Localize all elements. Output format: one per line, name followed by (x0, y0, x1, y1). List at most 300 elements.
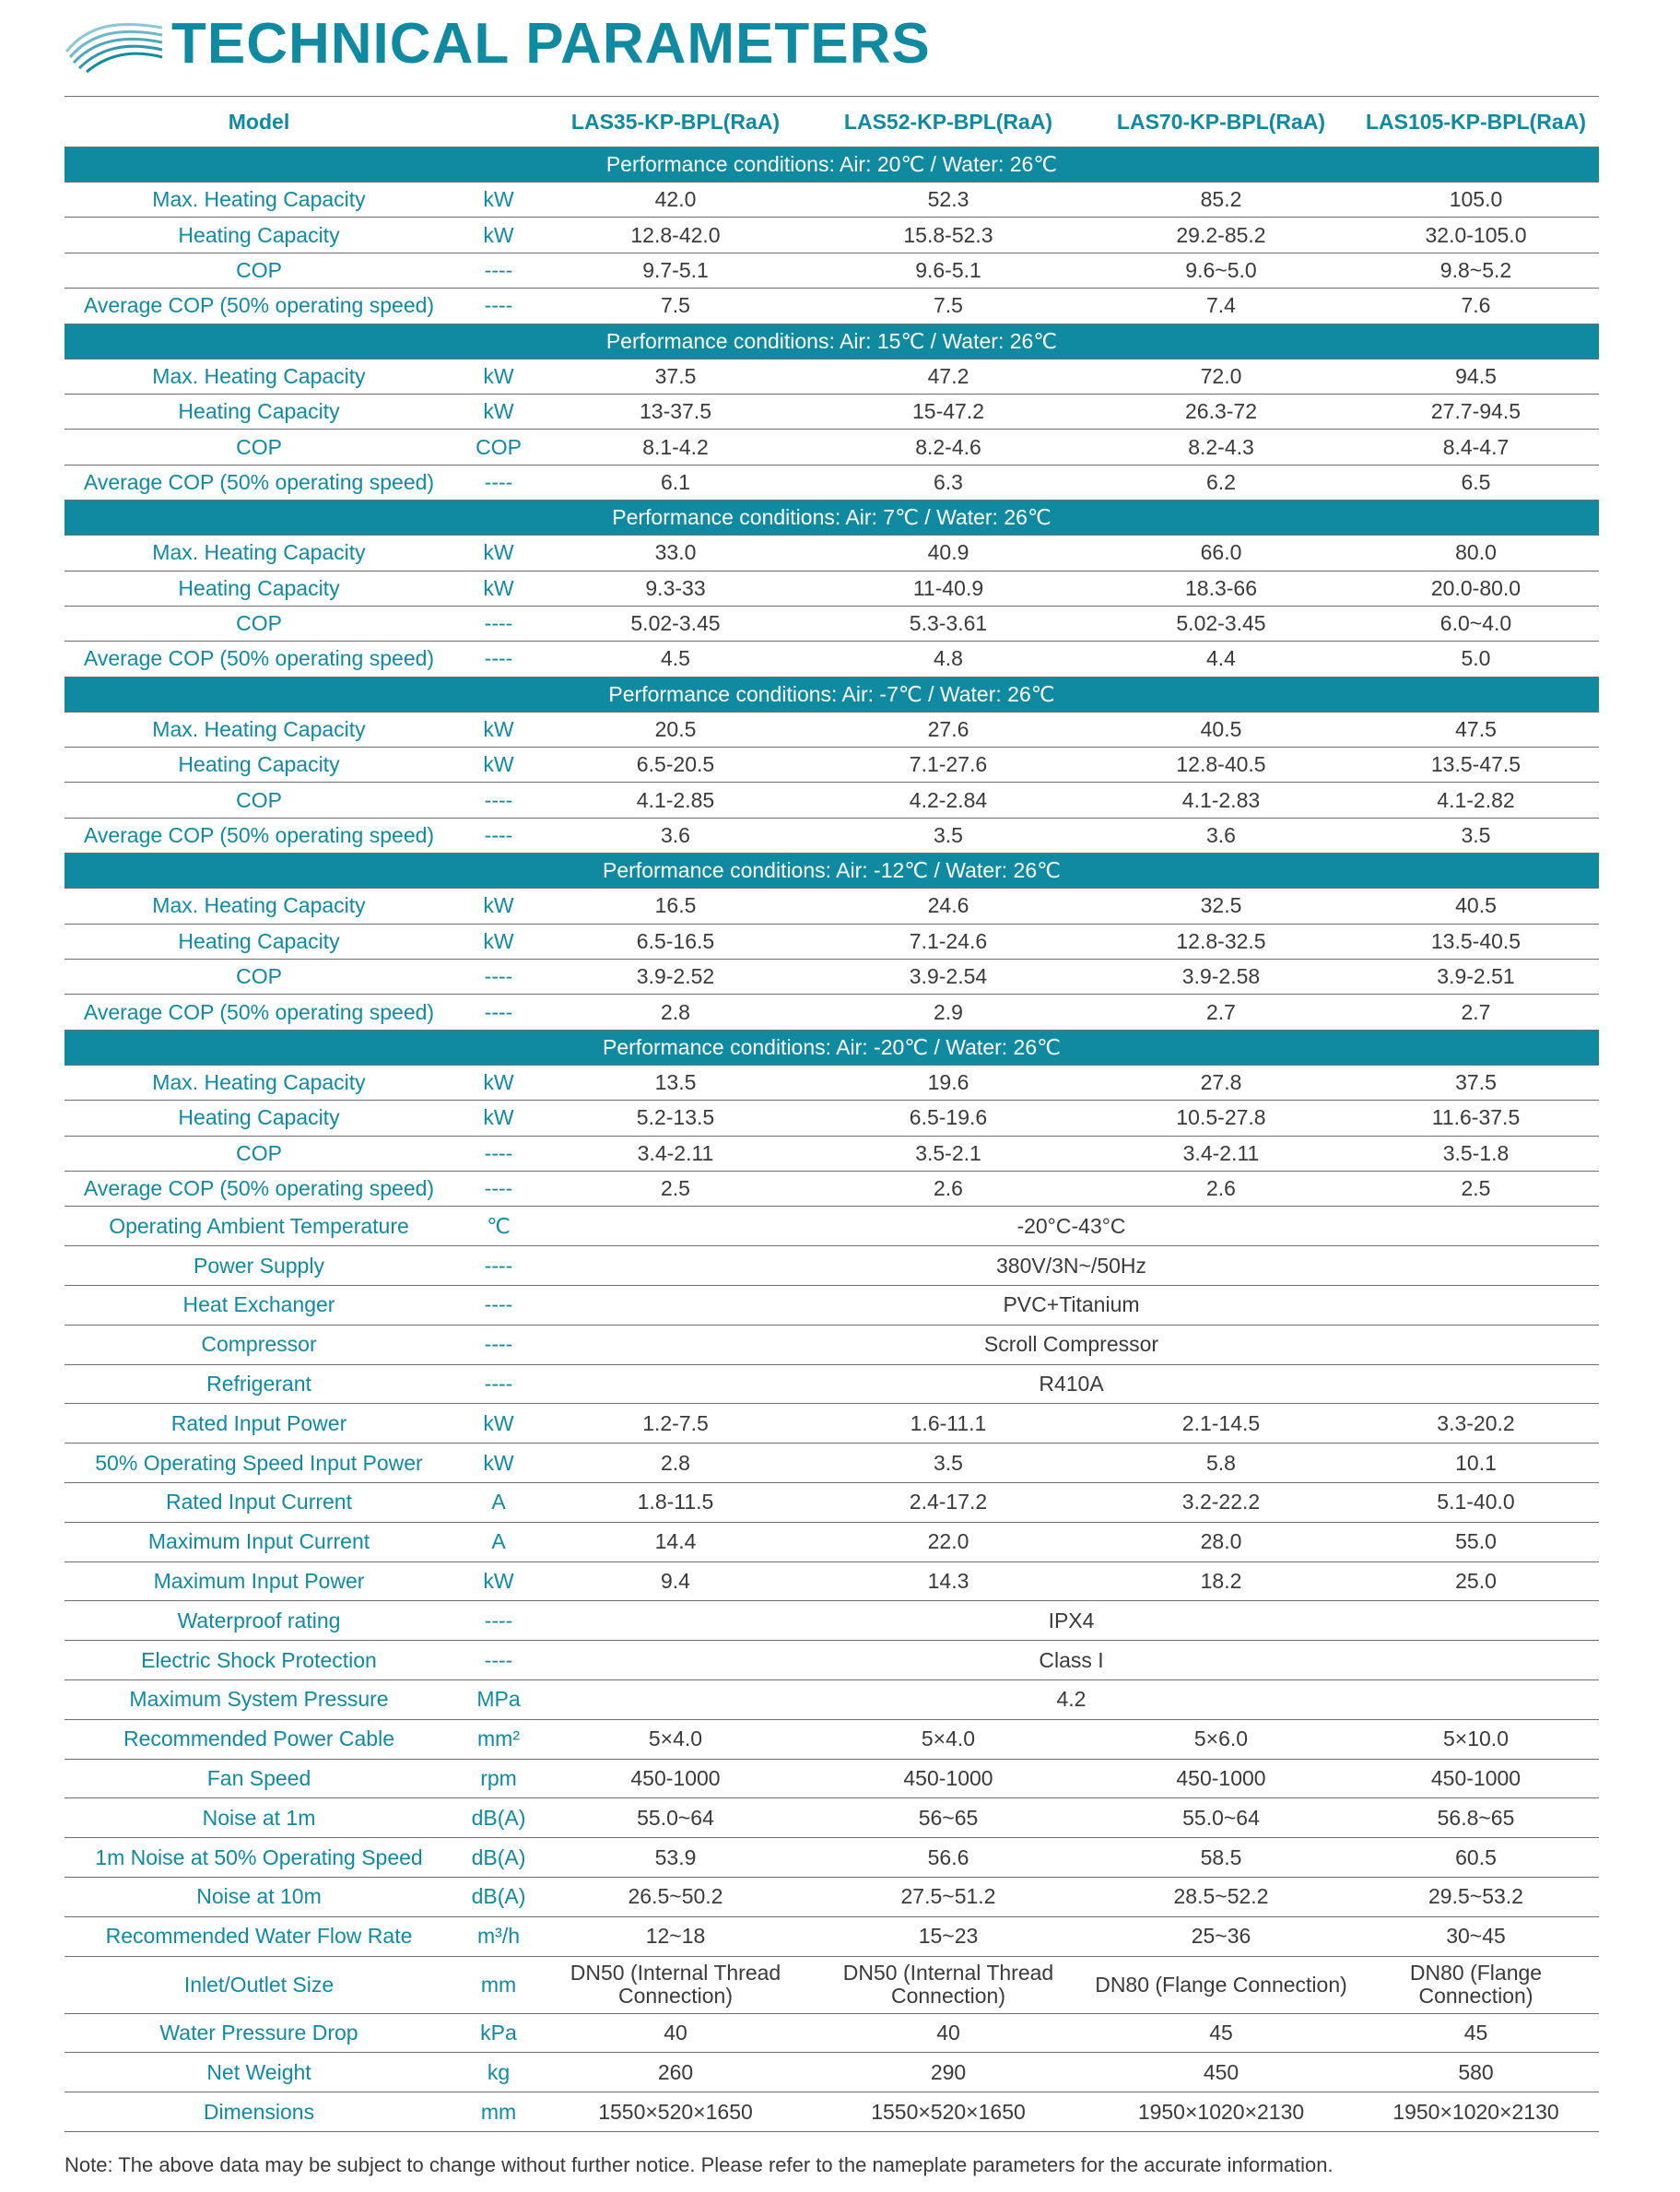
condition-label: Performance conditions: Air: 7℃ / Water: 26℃ (65, 501, 1599, 536)
param-value: 66.0 (1089, 536, 1353, 571)
param-value: 56~65 (807, 1798, 1089, 1838)
param-value: 45 (1089, 2013, 1353, 2053)
param-value: 580 (1353, 2053, 1599, 2092)
table-header-row (65, 97, 1599, 147)
table-row (65, 1404, 1599, 1444)
param-unit: ---- (453, 606, 544, 641)
param-unit: kPa (453, 2013, 544, 2053)
param-label: COP (65, 430, 453, 465)
wave-logo-icon (63, 15, 166, 74)
param-value: 9.7-5.1 (544, 253, 807, 288)
param-label: Average COP (50% operating speed) (65, 289, 453, 324)
model-column-header: LAS35-KP-BPL(RaA) (544, 97, 807, 147)
param-value: 3.4-2.11 (1089, 1136, 1353, 1171)
param-label: Refrigerant (65, 1364, 453, 1404)
param-label: Average COP (50% operating speed) (65, 1171, 453, 1206)
param-value: 1950×1020×2130 (1089, 2092, 1353, 2132)
param-label: Noise at 10m (65, 1877, 453, 1916)
table-row (65, 253, 1599, 288)
table-row (65, 712, 1599, 747)
param-value: 52.3 (807, 183, 1089, 218)
param-value: 30~45 (1353, 1916, 1599, 1956)
table-row (65, 1136, 1599, 1171)
param-value: 94.5 (1353, 359, 1599, 394)
param-value: 13.5-40.5 (1353, 924, 1599, 959)
param-label: Heating Capacity (65, 1101, 453, 1136)
table-row (65, 1325, 1599, 1364)
table-row (65, 2013, 1599, 2053)
param-value: DN50 (Internal Thread Connection) (544, 1956, 807, 2013)
param-value: 6.5 (1353, 465, 1599, 500)
param-label: 50% Operating Speed Input Power (65, 1444, 453, 1483)
param-unit: rpm (453, 1759, 544, 1798)
param-value: 3.9-2.52 (544, 960, 807, 995)
param-unit: m³/h (453, 1916, 544, 1956)
table-row (65, 1101, 1599, 1136)
param-label: Average COP (50% operating speed) (65, 642, 453, 677)
param-value: 4.1-2.83 (1089, 783, 1353, 818)
param-value: 4.2-2.84 (807, 783, 1089, 818)
param-label: Maximum Input Current (65, 1522, 453, 1562)
param-value: 4.1-2.82 (1353, 783, 1599, 818)
param-label: Electric Shock Protection (65, 1641, 453, 1680)
table-row (65, 606, 1599, 641)
param-value: 7.1-27.6 (807, 748, 1089, 783)
param-value-all-models: IPX4 (544, 1601, 1599, 1641)
param-value: 6.5-19.6 (807, 1101, 1089, 1136)
param-value: 9.3-33 (544, 571, 807, 606)
condition-label: Performance conditions: Air: 20℃ / Water: 26℃ (65, 147, 1599, 183)
param-value: 450-1000 (807, 1759, 1089, 1798)
param-value: 5×4.0 (544, 1719, 807, 1759)
param-value: 20.0-80.0 (1353, 571, 1599, 606)
param-value: 22.0 (807, 1522, 1089, 1562)
param-label: COP (65, 783, 453, 818)
param-value: 6.5-16.5 (544, 924, 807, 959)
param-value: 1550×520×1650 (807, 2092, 1089, 2132)
param-unit: kW (453, 1444, 544, 1483)
param-value: 25.0 (1353, 1562, 1599, 1601)
model-column-header: LAS52-KP-BPL(RaA) (807, 97, 1089, 147)
param-label: Recommended Water Flow Rate (65, 1916, 453, 1956)
param-value: 24.6 (807, 889, 1089, 924)
table-row (65, 1482, 1599, 1522)
param-label: 1m Noise at 50% Operating Speed (65, 1838, 453, 1878)
param-value: 4.1-2.85 (544, 783, 807, 818)
param-value: 290 (807, 2053, 1089, 2092)
param-unit: dB(A) (453, 1838, 544, 1878)
param-value: 3.9-2.54 (807, 960, 1089, 995)
param-unit: dB(A) (453, 1798, 544, 1838)
param-unit: ---- (453, 465, 544, 500)
param-value: 56.8~65 (1353, 1798, 1599, 1838)
param-label: Average COP (50% operating speed) (65, 465, 453, 500)
table-row (65, 1641, 1599, 1680)
table-row (65, 536, 1599, 571)
table-row (65, 1759, 1599, 1798)
param-value-all-models: Class I (544, 1641, 1599, 1680)
table-row (65, 571, 1599, 606)
param-unit: ---- (453, 1171, 544, 1206)
table-row (65, 1838, 1599, 1878)
param-value: 3.2-22.2 (1089, 1482, 1353, 1522)
param-value: 7.5 (544, 289, 807, 324)
param-value: 450-1000 (1353, 1759, 1599, 1798)
param-value: 26.5~50.2 (544, 1877, 807, 1916)
param-value: 5.2-13.5 (544, 1101, 807, 1136)
param-value: 8.4-4.7 (1353, 430, 1599, 465)
table-row (65, 1444, 1599, 1483)
param-unit: kW (453, 924, 544, 959)
param-unit: ---- (453, 1136, 544, 1171)
param-value: 32.5 (1089, 889, 1353, 924)
param-unit: COP (453, 430, 544, 465)
param-value: 60.5 (1353, 1838, 1599, 1878)
param-value: 9.8~5.2 (1353, 253, 1599, 288)
param-value: 450-1000 (544, 1759, 807, 1798)
param-label: Maximum Input Power (65, 1562, 453, 1601)
table-row (65, 2053, 1599, 2092)
table-row (65, 1877, 1599, 1916)
condition-row (65, 501, 1599, 536)
param-value: 2.1-14.5 (1089, 1404, 1353, 1444)
table-row (65, 2092, 1599, 2132)
technical-parameters-table (65, 96, 1599, 2132)
table-row (65, 1798, 1599, 1838)
param-unit: mm² (453, 1719, 544, 1759)
param-unit: ---- (453, 1325, 544, 1364)
param-value: 2.7 (1089, 995, 1353, 1030)
param-unit: kW (453, 536, 544, 571)
param-unit: kW (453, 712, 544, 747)
param-label: Recommended Power Cable (65, 1719, 453, 1759)
param-unit: ---- (453, 960, 544, 995)
param-value: 5×6.0 (1089, 1719, 1353, 1759)
param-value: 1950×1020×2130 (1353, 2092, 1599, 2132)
param-value: 6.3 (807, 465, 1089, 500)
param-label: Average COP (50% operating speed) (65, 818, 453, 853)
param-value: 8.1-4.2 (544, 430, 807, 465)
param-value: 14.4 (544, 1522, 807, 1562)
param-unit: ---- (453, 1246, 544, 1286)
param-value: 9.6-5.1 (807, 253, 1089, 288)
param-unit: ---- (453, 642, 544, 677)
param-unit: MPa (453, 1679, 544, 1719)
param-value: 15-47.2 (807, 394, 1089, 429)
param-label: Heating Capacity (65, 394, 453, 429)
param-label: Waterproof rating (65, 1601, 453, 1641)
param-value: 4.5 (544, 642, 807, 677)
param-value: DN50 (Internal Thread Connection) (807, 1956, 1089, 2013)
param-value: 3.5-2.1 (807, 1136, 1089, 1171)
table-row (65, 430, 1599, 465)
param-label: Inlet/Outlet Size (65, 1956, 453, 2013)
param-value: 9.6~5.0 (1089, 253, 1353, 288)
param-unit: kW (453, 889, 544, 924)
param-value: 12~18 (544, 1916, 807, 1956)
condition-label: Performance conditions: Air: -20℃ / Water: 26℃ (65, 1030, 1599, 1065)
table-row (65, 1522, 1599, 1562)
param-value: 5.1-40.0 (1353, 1482, 1599, 1522)
param-value: 13.5 (544, 1065, 807, 1100)
param-value: 28.5~52.2 (1089, 1877, 1353, 1916)
param-unit: kW (453, 571, 544, 606)
param-value: 1.8-11.5 (544, 1482, 807, 1522)
param-unit: kW (453, 218, 544, 253)
param-label: Heat Exchanger (65, 1285, 453, 1325)
param-value: 18.2 (1089, 1562, 1353, 1601)
table-row (65, 465, 1599, 500)
param-value: 47.5 (1353, 712, 1599, 747)
param-value: 27.8 (1089, 1065, 1353, 1100)
param-value: 3.9-2.51 (1353, 960, 1599, 995)
param-label: Maximum System Pressure (65, 1679, 453, 1719)
model-column-header: LAS70-KP-BPL(RaA) (1089, 97, 1353, 147)
param-value: 2.5 (544, 1171, 807, 1206)
param-unit: kW (453, 1101, 544, 1136)
param-value-all-models: PVC+Titanium (544, 1285, 1599, 1325)
param-value: 2.4-17.2 (807, 1482, 1089, 1522)
param-unit: ---- (453, 1601, 544, 1641)
table-row (65, 1956, 1599, 2013)
param-value: 2.7 (1353, 995, 1599, 1030)
param-value: 3.5 (807, 818, 1089, 853)
param-unit: A (453, 1522, 544, 1562)
param-value: 53.9 (544, 1838, 807, 1878)
param-value: 2.9 (807, 995, 1089, 1030)
condition-label: Performance conditions: Air: -7℃ / Water: 26℃ (65, 677, 1599, 712)
param-value: 2.5 (1353, 1171, 1599, 1206)
param-value: 40.5 (1089, 712, 1353, 747)
param-label: COP (65, 606, 453, 641)
param-value: 3.6 (1089, 818, 1353, 853)
param-label: Fan Speed (65, 1759, 453, 1798)
param-value: 55.0 (1353, 1522, 1599, 1562)
param-value: 3.6 (544, 818, 807, 853)
param-value-all-models: R410A (544, 1364, 1599, 1404)
table-row (65, 1679, 1599, 1719)
param-value: 5.02-3.45 (1089, 606, 1353, 641)
param-value: 15.8-52.3 (807, 218, 1089, 253)
param-unit: kW (453, 394, 544, 429)
param-label: COP (65, 253, 453, 288)
param-value: 45 (1353, 2013, 1599, 2053)
param-value: 85.2 (1089, 183, 1353, 218)
param-value: 13.5-47.5 (1353, 748, 1599, 783)
param-label: Heating Capacity (65, 748, 453, 783)
param-unit: kg (453, 2053, 544, 2092)
param-value: 40 (544, 2013, 807, 2053)
param-value: 7.5 (807, 289, 1089, 324)
param-value: 42.0 (544, 183, 807, 218)
param-value: 12.8-40.5 (1089, 748, 1353, 783)
param-value-all-models: -20°C-43°C (544, 1207, 1599, 1246)
param-label: Rated Input Current (65, 1482, 453, 1522)
param-label: Max. Heating Capacity (65, 359, 453, 394)
param-value-all-models: 4.2 (544, 1679, 1599, 1719)
param-value: 3.5 (1353, 818, 1599, 853)
param-value: 5.3-3.61 (807, 606, 1089, 641)
param-value: 105.0 (1353, 183, 1599, 218)
condition-row (65, 854, 1599, 889)
page-title: TECHNICAL PARAMETERS (171, 12, 931, 76)
table-row (65, 1065, 1599, 1100)
param-value: 32.0-105.0 (1353, 218, 1599, 253)
param-value: 4.8 (807, 642, 1089, 677)
param-label: Noise at 1m (65, 1798, 453, 1838)
param-value: 29.2-85.2 (1089, 218, 1353, 253)
param-value: 11.6-37.5 (1353, 1101, 1599, 1136)
table-row (65, 1207, 1599, 1246)
param-value: 4.4 (1089, 642, 1353, 677)
param-unit: kW (453, 1562, 544, 1601)
param-value: 6.2 (1089, 465, 1353, 500)
param-value: 1.6-11.1 (807, 1404, 1089, 1444)
param-value: 3.4-2.11 (544, 1136, 807, 1171)
param-value: 3.9-2.58 (1089, 960, 1353, 995)
param-unit: ---- (453, 995, 544, 1030)
param-label: COP (65, 960, 453, 995)
param-value: 20.5 (544, 712, 807, 747)
unit-header (453, 97, 544, 147)
param-value: 7.4 (1089, 289, 1353, 324)
table-row (65, 642, 1599, 677)
param-value: 12.8-42.0 (544, 218, 807, 253)
param-value: 40 (807, 2013, 1089, 2053)
param-value: 10.1 (1353, 1444, 1599, 1483)
param-label: Water Pressure Drop (65, 2013, 453, 2053)
param-label: Power Supply (65, 1246, 453, 1286)
table-row (65, 218, 1599, 253)
param-unit: ---- (453, 1364, 544, 1404)
condition-label: Performance conditions: Air: 15℃ / Water: 26℃ (65, 324, 1599, 359)
param-value: 40.5 (1353, 889, 1599, 924)
param-value: 27.5~51.2 (807, 1877, 1089, 1916)
param-value: 450 (1089, 2053, 1353, 2092)
param-value: 11-40.9 (807, 571, 1089, 606)
param-value: 55.0~64 (1089, 1798, 1353, 1838)
table-row (65, 748, 1599, 783)
table-row (65, 1364, 1599, 1404)
param-value: 37.5 (544, 359, 807, 394)
param-unit: kW (453, 359, 544, 394)
param-value: 7.6 (1353, 289, 1599, 324)
param-value: 27.6 (807, 712, 1089, 747)
model-column-header: LAS105-KP-BPL(RaA) (1353, 97, 1599, 147)
param-value: 40.9 (807, 536, 1089, 571)
param-value: 3.5 (807, 1444, 1089, 1483)
param-value: 55.0~64 (544, 1798, 807, 1838)
param-value: 5×4.0 (807, 1719, 1089, 1759)
param-value: 29.5~53.2 (1353, 1877, 1599, 1916)
param-label: Max. Heating Capacity (65, 889, 453, 924)
table-row (65, 1601, 1599, 1641)
param-unit: dB(A) (453, 1877, 544, 1916)
param-unit: A (453, 1482, 544, 1522)
condition-row (65, 147, 1599, 183)
param-value: 3.3-20.2 (1353, 1404, 1599, 1444)
param-value: 5.8 (1089, 1444, 1353, 1483)
param-value: 2.8 (544, 995, 807, 1030)
page-header (63, 6, 931, 83)
param-unit: ---- (453, 1285, 544, 1325)
param-value: 16.5 (544, 889, 807, 924)
param-value: 47.2 (807, 359, 1089, 394)
model-header: Model (65, 97, 453, 147)
param-value: 9.4 (544, 1562, 807, 1601)
table-row (65, 818, 1599, 853)
param-value: 58.5 (1089, 1838, 1353, 1878)
table-row (65, 394, 1599, 429)
param-value-all-models: 380V/3N~/50Hz (544, 1246, 1599, 1286)
param-unit: ---- (453, 289, 544, 324)
table-row (65, 924, 1599, 959)
param-value: 18.3-66 (1089, 571, 1353, 606)
param-value: 1550×520×1650 (544, 2092, 807, 2132)
param-value: 2.8 (544, 1444, 807, 1483)
table-row (65, 995, 1599, 1030)
param-value: 3.5-1.8 (1353, 1136, 1599, 1171)
condition-label: Performance conditions: Air: -12℃ / Water: 26℃ (65, 854, 1599, 889)
param-value: 2.6 (1089, 1171, 1353, 1206)
param-label: Heating Capacity (65, 218, 453, 253)
condition-row (65, 677, 1599, 712)
param-unit: ---- (453, 818, 544, 853)
param-value: 37.5 (1353, 1065, 1599, 1100)
param-value: 72.0 (1089, 359, 1353, 394)
param-unit: ---- (453, 783, 544, 818)
param-value: 10.5-27.8 (1089, 1101, 1353, 1136)
param-label: Rated Input Power (65, 1404, 453, 1444)
param-unit: kW (453, 1404, 544, 1444)
table-row (65, 183, 1599, 218)
param-unit: kW (453, 1065, 544, 1100)
param-label: Heating Capacity (65, 924, 453, 959)
param-unit: kW (453, 183, 544, 218)
param-value: 6.5-20.5 (544, 748, 807, 783)
param-value: 7.1-24.6 (807, 924, 1089, 959)
param-label: Heating Capacity (65, 571, 453, 606)
param-value: 33.0 (544, 536, 807, 571)
param-unit: ---- (453, 253, 544, 288)
param-label: Dimensions (65, 2092, 453, 2132)
param-value: 56.6 (807, 1838, 1089, 1878)
table-row (65, 1246, 1599, 1286)
param-unit: mm (453, 2092, 544, 2132)
param-value: 8.2-4.3 (1089, 430, 1353, 465)
param-value: 8.2-4.6 (807, 430, 1089, 465)
param-value: 26.3-72 (1089, 394, 1353, 429)
table-row (65, 1562, 1599, 1601)
param-value: DN80 (Flange Connection) (1353, 1956, 1599, 2013)
table-row (65, 783, 1599, 818)
param-value: 450-1000 (1089, 1759, 1353, 1798)
param-value-all-models: Scroll Compressor (544, 1325, 1599, 1364)
condition-row (65, 1030, 1599, 1065)
table-row (65, 1285, 1599, 1325)
param-value: 14.3 (807, 1562, 1089, 1601)
param-unit: ---- (453, 1641, 544, 1680)
param-value: 12.8-32.5 (1089, 924, 1353, 959)
param-label: Max. Heating Capacity (65, 183, 453, 218)
table-row (65, 1171, 1599, 1206)
table-row (65, 960, 1599, 995)
param-value: 6.0~4.0 (1353, 606, 1599, 641)
param-label: Compressor (65, 1325, 453, 1364)
param-value: 13-37.5 (544, 394, 807, 429)
table-row (65, 289, 1599, 324)
table-row (65, 1916, 1599, 1956)
